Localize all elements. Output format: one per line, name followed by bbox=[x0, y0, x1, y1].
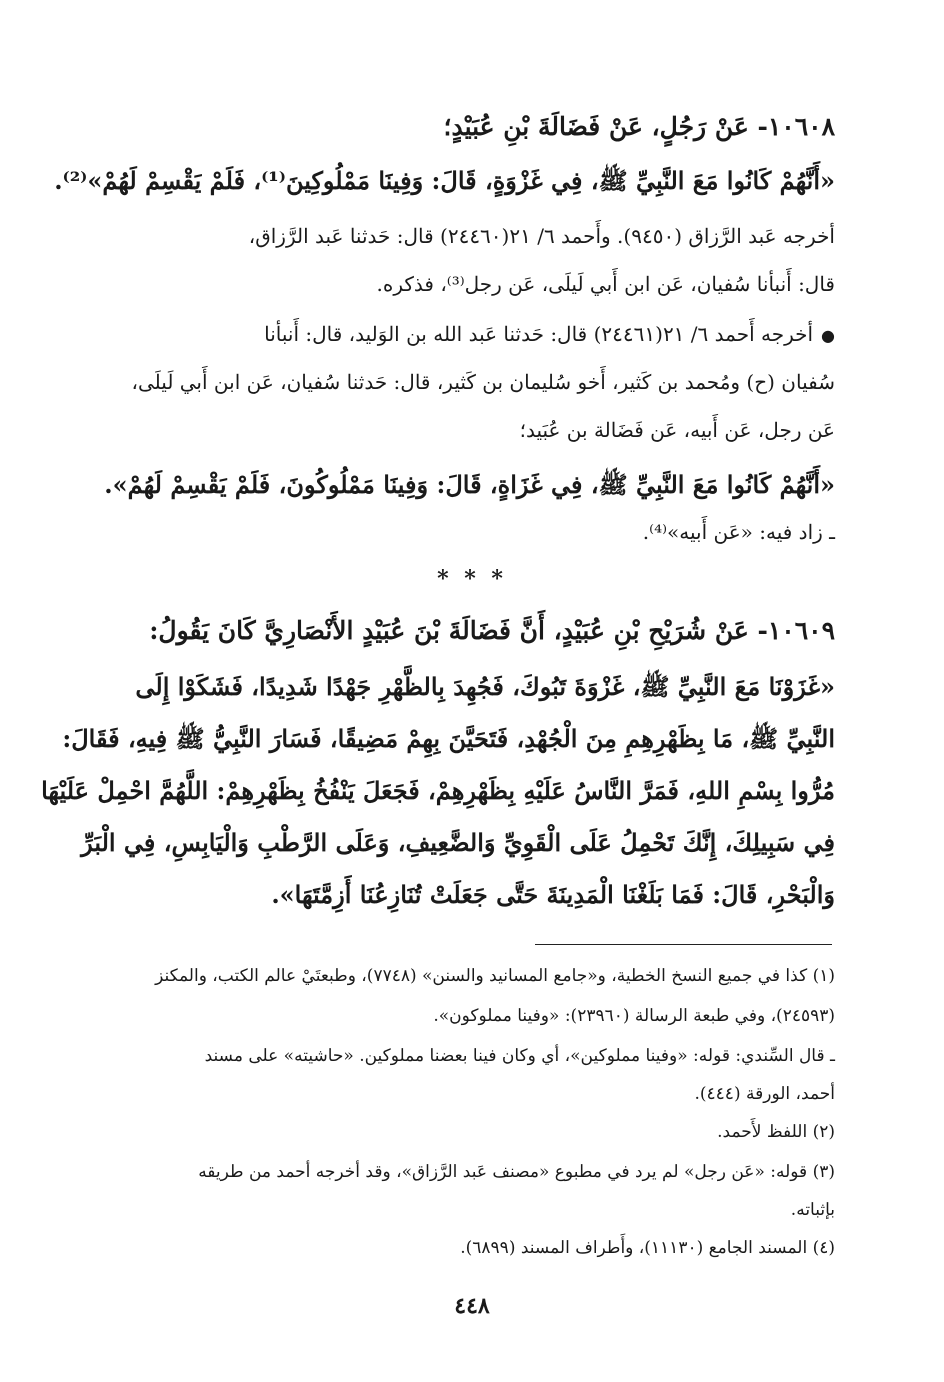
page-number: ٤٤٨ bbox=[454, 1293, 490, 1319]
hadith-10609-line: وَالْبَحْرِ، قَالَ: فَمَا بَلَغْنَا الْمَدِينَةَ حَتَّى جَعَلَتْ تُنَازِعُنَا أَزِمَّتَهَا». bbox=[271, 880, 835, 909]
footnote-1-note: أحمد، الورقة (٤٤٤). bbox=[694, 1084, 835, 1104]
footnote-3: (٣) قوله: «عَن رجل» لم يرد في مطبوع «مصنف عَبد الرَّزاق»، وقد أخرجه أحمد من طريقه bbox=[198, 1162, 835, 1182]
footnote-4: (٤) المسند الجامع (١١١٣٠)، وأَطراف المسند (٦٨٩٩). bbox=[460, 1238, 835, 1258]
footnote-3: بإثباته. bbox=[790, 1200, 835, 1220]
takhrij-line: عَن رجل، عَن أَبيه، عَن فَضَالة بن عُبَيد؛ bbox=[519, 418, 835, 442]
addition-note: ـ زاد فيه: «عَن أَبيه»⁽⁴⁾. bbox=[642, 520, 835, 544]
footnote-1-note: ـ قال السِّندي: قوله: «وفينا مملوكين»، أي وكان فينا بعضنا مملوكين. «حاشيته» على مسند bbox=[204, 1046, 835, 1066]
section-separator: * * * bbox=[437, 566, 507, 592]
hadith-10609-line: مُرُّوا بِسْمِ اللهِ، فَمَرَّ النَّاسُ عَلَيْهِ بِظَهْرِهِمْ، فَجَعَلَ يَنْفُخُ بِظَهْرِهِمْ: اللَّهُمَّ احْمِلْ عَلَيْهَا bbox=[41, 776, 835, 805]
hadith-10609-heading: ١٠٦٠٩- عَنْ شُرَيْحِ بْنِ عُبَيْدٍ، أَنَّ فَضَالَةَ بْنَ عُبَيْدٍ الأَنْصَارِيَّ كَانَ يَقُولُ: bbox=[149, 616, 835, 645]
takhrij-line: سُفيان (ح) ومُحمد بن كَثير، أَخو سُليمان بن كَثير، قال: حَدثنا سُفيان، عَن ابن أَبي لَيلَى، bbox=[131, 370, 835, 394]
hadith-10608-variant-quote: «أَنَّهُمْ كَانُوا مَعَ النَّبِيِّ ﷺ، فِي غَزَاةٍ، قَالَ: وَفِينَا مَمْلُوكُونَ، فَلَمْ يَقْسِمْ لَهُمْ». bbox=[104, 470, 835, 499]
footnote-1: (٢٤٥٩٣)، وفي طبعة الرسالة (٢٣٩٦٠): «وفينا مملوكون». bbox=[433, 1006, 835, 1026]
hadith-10609-line: فِي سَبِيلِكَ، إِنَّكَ تَحْمِلُ عَلَى الْقَوِيِّ وَالضَّعِيفِ، وَعَلَى الرَّطْبِ وَالْيَابِسِ، فِي الْبَرِّ bbox=[81, 828, 835, 857]
hadith-10608-heading: ١٠٦٠٨- عَنْ رَجُلٍ، عَنْ فَضَالَةَ بْنِ عُبَيْدٍ؛ bbox=[443, 112, 835, 141]
footnotes bbox=[41, 0, 835, 1290]
footnote-2: (٢) اللفظ لأَحمد. bbox=[717, 1122, 835, 1142]
hadith-10608-quote: «أَنَّهُمْ كَانُوا مَعَ النَّبِيِّ ﷺ، فِي غَزْوَةٍ، قَالَ: وَفِينَا مَمْلُوكِينَ⁽¹⁾، فَلَمْ يَقْسِمْ لَهُمْ»⁽²⁾. bbox=[54, 166, 835, 195]
hadith-10609-line: النَّبِيِّ ﷺ، مَا بِظَهْرِهِمِ مِنَ الْجُهْدِ، فَتَحَيَّنَ بِهِمْ مَضِيقًا، فَسَارَ النَّبِيُّ ﷺ فِيهِ، فَقَالَ: bbox=[62, 724, 835, 753]
hadith-10609-line: «غَزَوْنَا مَعَ النَّبِيِّ ﷺ، غَزْوَةَ تَبُوكَ، فَجُهِدَ بِالظَّهْرِ جَهْدًا شَدِيدًا، فَشَكَوْا إِلَى bbox=[135, 672, 835, 701]
bullet-takhrij-text: أخرجه أَحمد ٦/ ٢١(٢٤٤٦١) قال: حَدثنا عَبد الله بن الوَليد، قال: أَنبأنا bbox=[264, 322, 814, 346]
takhrij-line: قال: أَنبأنا سُفيان، عَن ابن أَبي لَيلَى، عَن رجل⁽³⁾، فذكره. bbox=[376, 272, 835, 296]
bullet-icon: ● bbox=[821, 326, 835, 345]
footnote-1: (١) كذا في جميع النسخ الخطية، و«جامع المسانيد والسنن» (٧٧٤٨)، وطبعتَيْ عالم الكتب، والمكنز bbox=[155, 966, 835, 986]
takhrij-line: أخرجه عَبد الرَّزاق (٩٤٥٠). وأَحمد ٦/ ٢١(٢٤٤٦٠) قال: حَدثنا عَبد الرَّزاق، bbox=[248, 224, 835, 248]
